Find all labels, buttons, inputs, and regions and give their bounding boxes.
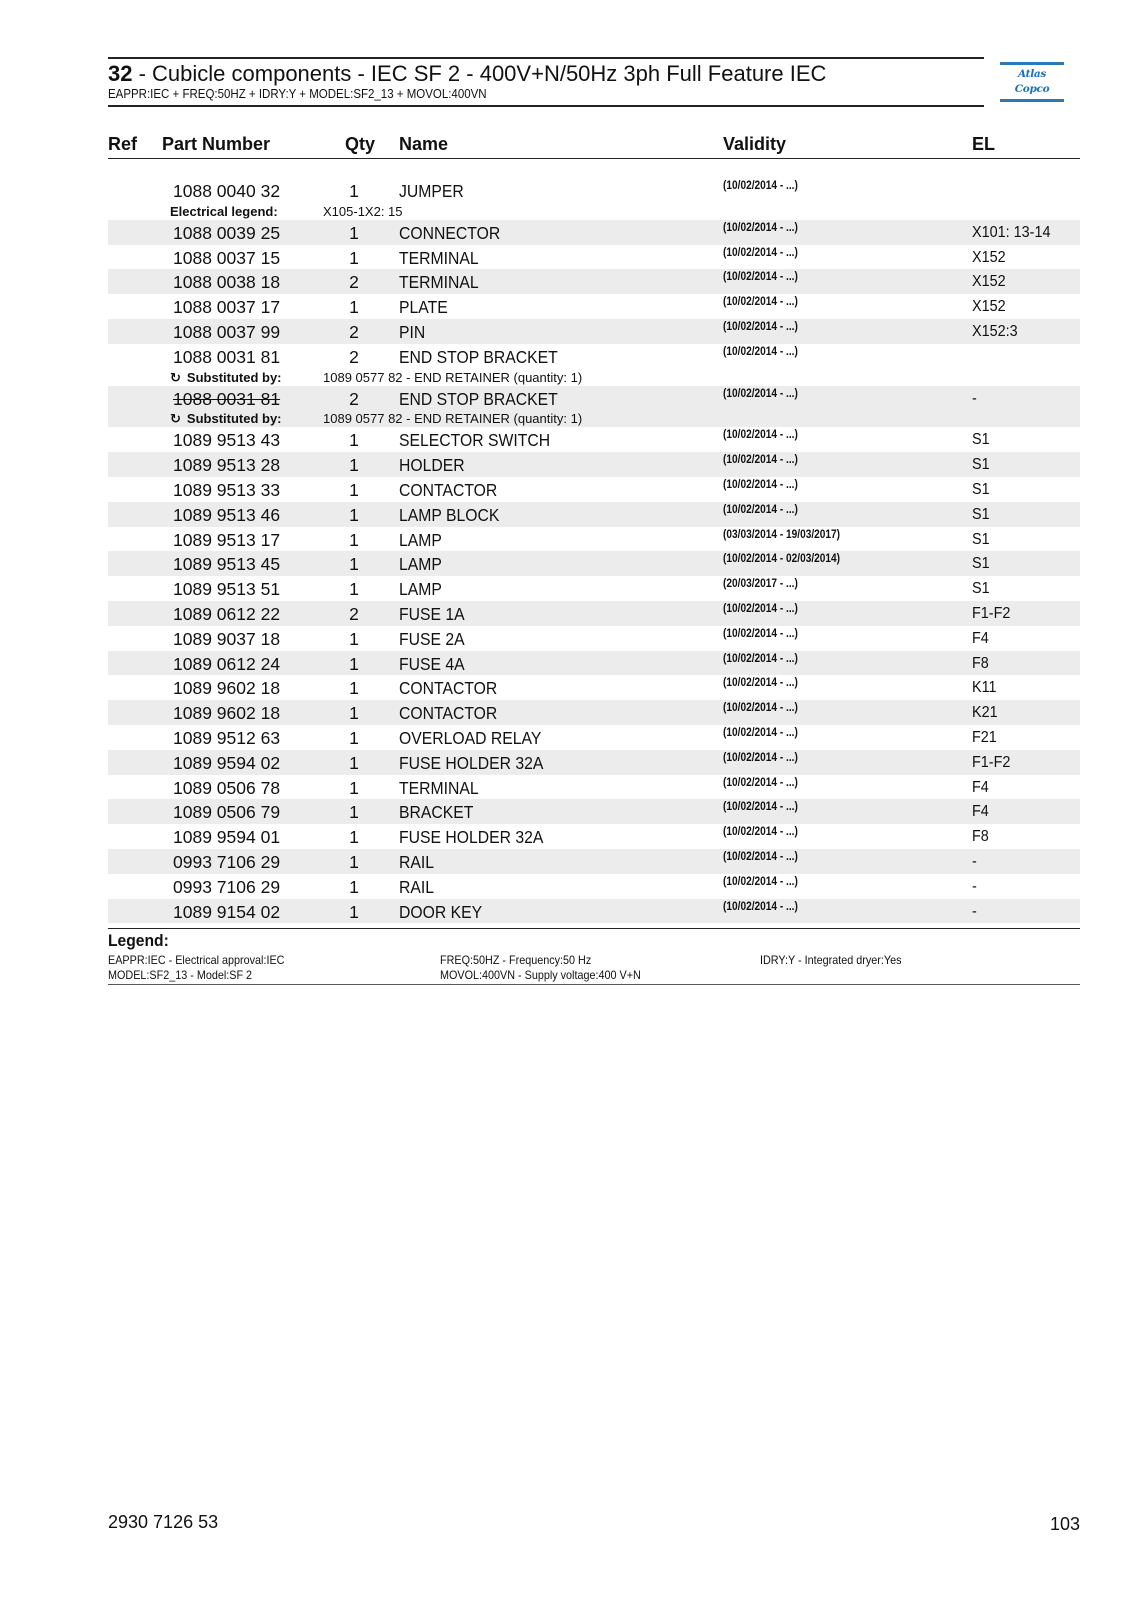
- table-row: [108, 551, 1080, 576]
- part-number: 1088 0038 18: [173, 272, 281, 293]
- quantity: 1: [349, 752, 359, 773]
- part-number: 1088 0040 32: [173, 181, 281, 201]
- table-row: [108, 750, 1080, 775]
- part-number: 1089 9513 43: [173, 430, 281, 451]
- quantity: 1: [349, 479, 359, 500]
- part-name: RAIL: [399, 876, 435, 897]
- part-name: LAMP: [399, 529, 442, 550]
- part-number: 1089 9594 02: [173, 752, 281, 773]
- part-number: 1089 9602 18: [173, 678, 281, 699]
- electrical-ref: X152: [972, 248, 1006, 266]
- part-number: 0993 7106 29: [173, 876, 281, 897]
- part-number: 1088 0031 81: [173, 388, 281, 409]
- electrical-ref: S1: [972, 456, 990, 474]
- part-number: 1088 0031 81: [173, 346, 281, 367]
- electrical-ref: F1-F2: [972, 753, 1011, 771]
- part-name: TERMINAL: [399, 272, 479, 293]
- part-name: FUSE 2A: [399, 628, 465, 649]
- table-row: [108, 386, 1080, 428]
- electrical-ref: F21: [972, 728, 997, 746]
- legend-idry: IDRY:Y - Integrated dryer:Yes: [760, 953, 902, 967]
- page-title: [108, 61, 984, 87]
- quantity: 1: [349, 181, 359, 201]
- table-row: [108, 427, 1080, 452]
- col-qty: Qty: [345, 134, 376, 154]
- table-row: [108, 775, 1080, 800]
- logo-text: Atlas Copco: [1014, 68, 1050, 95]
- quantity: 1: [349, 727, 359, 748]
- quantity: 2: [349, 346, 359, 367]
- table-row: [108, 294, 1080, 319]
- table-row: [108, 651, 1080, 676]
- validity: (10/02/2014 - 02/03/2014): [723, 553, 841, 566]
- quantity: 1: [349, 851, 359, 872]
- validity: (10/02/2014 - ...): [723, 776, 798, 789]
- quantity: 1: [349, 554, 359, 575]
- extra-value: 1089 0577 82 - END RETAINER (quantity: 1): [323, 369, 583, 385]
- quantity: 1: [349, 297, 359, 318]
- table-row: [108, 269, 1080, 294]
- part-name: FUSE HOLDER 32A: [399, 752, 544, 773]
- quantity: 1: [349, 504, 359, 525]
- electrical-ref: X101: 13-14: [972, 223, 1051, 241]
- part-name: FUSE 4A: [399, 653, 465, 674]
- part-name: FUSE HOLDER 32A: [399, 827, 544, 848]
- electrical-ref: S1: [972, 480, 990, 498]
- electrical-ref: F4: [972, 629, 989, 647]
- electrical-ref: -: [972, 877, 977, 895]
- part-number: 1089 9513 17: [173, 529, 281, 550]
- validity: (10/02/2014 - ...): [723, 271, 798, 284]
- header-top-rule: [108, 57, 984, 59]
- table-row: [108, 601, 1080, 626]
- col-ref: Ref: [108, 134, 138, 154]
- page-subtitle: EAPPR:IEC + FREQ:50HZ + IDRY:Y + MODEL:SF2_13 + MOVOL:400VN: [108, 87, 487, 101]
- page-number: 103: [1049, 1514, 1080, 1534]
- part-name: HOLDER: [399, 455, 465, 476]
- part-number: 1089 9513 46: [173, 504, 281, 525]
- table-row: [108, 452, 1080, 477]
- quantity: 1: [349, 628, 359, 649]
- validity: (10/02/2014 - ...): [723, 900, 798, 913]
- extra-value: 1089 0577 82 - END RETAINER (quantity: 1): [323, 411, 583, 427]
- electrical-ref: F1-F2: [972, 604, 1011, 622]
- table-row: [108, 700, 1080, 725]
- part-name: CONTACTOR: [399, 479, 498, 500]
- electrical-ref: S1: [972, 505, 990, 523]
- part-name: TERMINAL: [399, 777, 479, 798]
- quantity: 1: [349, 455, 359, 476]
- part-number: 1089 9154 02: [173, 901, 281, 922]
- validity: (10/02/2014 - ...): [723, 478, 798, 491]
- part-name: PIN: [399, 321, 426, 342]
- part-name: END STOP BRACKET: [399, 346, 558, 367]
- part-name: DOOR KEY: [399, 901, 483, 922]
- quantity: 1: [349, 678, 359, 699]
- legend-title: Legend:: [108, 931, 169, 950]
- validity: (10/02/2014 - ...): [723, 801, 798, 814]
- validity: (10/02/2014 - ...): [723, 602, 798, 615]
- part-number: 1089 0612 22: [173, 603, 281, 624]
- part-name: LAMP BLOCK: [399, 504, 500, 525]
- extra-value: X105-1X2: 15: [323, 203, 403, 219]
- electrical-ref: S1: [972, 530, 990, 548]
- part-name: PLATE: [399, 297, 448, 318]
- table-row: [108, 874, 1080, 899]
- part-name: JUMPER: [399, 181, 464, 201]
- col-part-number: Part Number: [162, 134, 271, 154]
- electrical-ref: S1: [972, 580, 990, 598]
- validity: (10/02/2014 - ...): [723, 726, 798, 739]
- part-number: 1089 9513 33: [173, 479, 281, 500]
- legend-eappr: EAPPR:IEC - Electrical approval:IEC: [108, 953, 285, 967]
- validity: (10/02/2014 - ...): [723, 677, 798, 690]
- part-name: OVERLOAD RELAY: [399, 727, 542, 748]
- electrical-ref: X152: [972, 298, 1006, 316]
- validity: (10/02/2014 - ...): [723, 627, 798, 640]
- part-number: 1089 9602 18: [173, 703, 281, 724]
- table-row: [108, 220, 1080, 245]
- col-el: EL: [972, 134, 996, 154]
- quantity: 1: [349, 901, 359, 922]
- legend-model: MODEL:SF2_13 - Model:SF 2: [108, 968, 253, 982]
- validity: (03/03/2014 - 19/03/2017): [723, 528, 841, 541]
- validity: (10/02/2014 - ...): [723, 503, 798, 516]
- part-number: 1088 0039 25: [173, 222, 281, 243]
- table-header: [108, 132, 1080, 159]
- table-row: [108, 344, 1080, 386]
- part-name: LAMP: [399, 579, 442, 600]
- quantity: 2: [349, 272, 359, 293]
- part-name: TERMINAL: [399, 247, 479, 268]
- quantity: 1: [349, 703, 359, 724]
- quantity: 1: [349, 777, 359, 798]
- part-name: RAIL: [399, 851, 435, 872]
- refresh-icon: ↻: [170, 369, 181, 385]
- table-row: [108, 626, 1080, 651]
- validity: (10/02/2014 - ...): [723, 850, 798, 863]
- part-name: LAMP: [399, 554, 442, 575]
- section-number: 32: [108, 61, 133, 86]
- extra-label-text: Substituted by:: [186, 369, 282, 385]
- col-validity: Validity: [723, 134, 787, 154]
- validity: (10/02/2014 - ...): [723, 320, 798, 333]
- header-bottom-rule: [108, 105, 984, 107]
- col-name: Name: [399, 134, 449, 154]
- page-header: [108, 57, 984, 107]
- substituted-by-label: [170, 411, 282, 427]
- part-number: 1088 0037 17: [173, 297, 281, 318]
- part-number: 1089 9513 51: [173, 579, 281, 600]
- quantity: 2: [349, 321, 359, 342]
- electrical-ref: F4: [972, 803, 989, 821]
- quantity: 1: [349, 802, 359, 823]
- part-name: CONNECTOR: [399, 222, 501, 243]
- validity: (10/02/2014 - ...): [723, 221, 798, 234]
- part-number: 1089 0612 24: [173, 653, 281, 674]
- electrical-legend-label: [170, 204, 278, 219]
- part-name: FUSE 1A: [399, 603, 465, 624]
- validity: (10/02/2014 - ...): [723, 180, 798, 192]
- quantity: 2: [349, 388, 359, 409]
- part-number: 1089 0506 79: [173, 802, 281, 823]
- table-row: [108, 477, 1080, 502]
- electrical-ref: K21: [972, 704, 998, 722]
- electrical-ref: K11: [972, 679, 997, 697]
- electrical-ref: F8: [972, 654, 989, 672]
- electrical-ref: -: [972, 389, 977, 407]
- section-title: - Cubicle components - IEC SF 2 - 400V+N/50Hz 3ph Full Feature IEC: [132, 61, 827, 86]
- legend: [108, 928, 1080, 985]
- electrical-ref: F8: [972, 828, 989, 846]
- part-number: 1088 0037 15: [173, 247, 281, 268]
- part-name: CONTACTOR: [399, 678, 498, 699]
- quantity: 1: [349, 247, 359, 268]
- table-row: [108, 576, 1080, 601]
- validity: (10/02/2014 - ...): [723, 702, 798, 715]
- table-row: [108, 899, 1080, 924]
- validity: (20/03/2017 - ...): [723, 578, 798, 591]
- validity: (10/02/2014 - ...): [723, 454, 798, 467]
- table-row: [108, 824, 1080, 849]
- extra-label-text: Electrical legend:: [170, 203, 278, 219]
- quantity: 1: [349, 222, 359, 243]
- quantity: 1: [349, 653, 359, 674]
- table-row: [108, 527, 1080, 552]
- validity: (10/02/2014 - ...): [723, 826, 798, 839]
- electrical-ref: F4: [972, 778, 989, 796]
- part-name: BRACKET: [399, 802, 474, 823]
- electrical-ref: S1: [972, 431, 990, 449]
- validity: (10/02/2014 - ...): [723, 875, 798, 888]
- table-row: [108, 675, 1080, 700]
- part-number: 1089 9512 63: [173, 727, 281, 748]
- legend-freq: FREQ:50HZ - Frequency:50 Hz: [440, 953, 592, 967]
- table-row: [108, 319, 1080, 344]
- electrical-ref: S1: [972, 555, 990, 573]
- parts-table: [108, 178, 1080, 923]
- table-row: [108, 245, 1080, 270]
- electrical-ref: X152: [972, 273, 1006, 291]
- legend-movol: MOVOL:400VN - Supply voltage:400 V+N: [440, 968, 641, 982]
- table-row: [108, 178, 1080, 220]
- part-number: 1089 9513 45: [173, 554, 281, 575]
- quantity: 1: [349, 579, 359, 600]
- validity: (10/02/2014 - ...): [723, 751, 798, 764]
- table-row: [108, 725, 1080, 750]
- part-number: 1089 9037 18: [173, 628, 281, 649]
- part-number: 0993 7106 29: [173, 851, 281, 872]
- validity: (10/02/2014 - ...): [723, 296, 798, 309]
- quantity: 1: [349, 529, 359, 550]
- part-number: 1089 9513 28: [173, 455, 281, 476]
- validity: (10/02/2014 - ...): [723, 387, 798, 400]
- quantity: 1: [349, 827, 359, 848]
- substituted-by-label: [170, 370, 282, 386]
- validity: (10/02/2014 - ...): [723, 345, 798, 358]
- quantity: 1: [349, 876, 359, 897]
- part-number: 1088 0037 99: [173, 321, 281, 342]
- electrical-ref: -: [972, 852, 977, 870]
- quantity: 1: [349, 430, 359, 451]
- table-row: [108, 799, 1080, 824]
- validity: (10/02/2014 - ...): [723, 246, 798, 259]
- table-row: [108, 502, 1080, 527]
- validity: (10/02/2014 - ...): [723, 429, 798, 442]
- table-row: [108, 849, 1080, 874]
- document-number: 2930 7126 53: [108, 1512, 219, 1532]
- electrical-ref: X152:3: [972, 322, 1018, 340]
- validity: (10/02/2014 - ...): [723, 652, 798, 665]
- part-number: 1089 0506 78: [173, 777, 281, 798]
- part-number: 1089 9594 01: [173, 827, 281, 848]
- part-name: END STOP BRACKET: [399, 388, 558, 409]
- quantity: 2: [349, 603, 359, 624]
- part-name: CONTACTOR: [399, 703, 498, 724]
- part-name: SELECTOR SWITCH: [399, 430, 551, 451]
- atlas-copco-logo: [1000, 62, 1064, 94]
- electrical-ref: -: [972, 902, 977, 920]
- refresh-icon: ↻: [170, 411, 181, 427]
- extra-label-text: Substituted by:: [186, 411, 282, 427]
